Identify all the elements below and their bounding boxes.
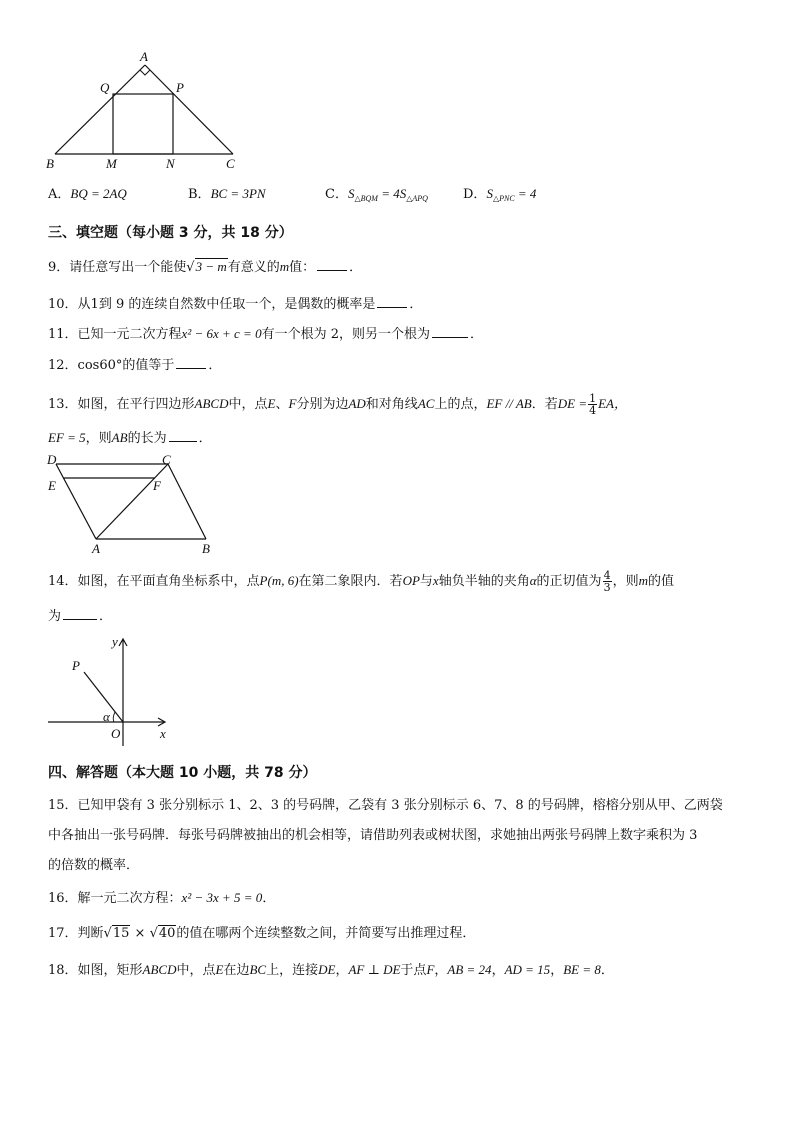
fig3-label-p: P <box>72 658 80 673</box>
fig1-label-p: P <box>176 80 184 95</box>
question-15-line-2: 中各抽出一张号码牌．每张号码牌被抽出的机会相等，请借助列表或树状图，求她抽出两张号码牌上数字乘积为 3 <box>48 828 698 843</box>
fig1-label-q: Q <box>100 80 110 95</box>
section-3-title: 三、填空题（每小题 3 分，共 18 分） <box>48 225 293 241</box>
fig2-label-d: D <box>47 452 57 467</box>
fig3-label-y: y <box>112 634 118 649</box>
q12-answer-blank[interactable] <box>176 356 206 369</box>
question-12: 12．cos60°的值等于 ． <box>48 358 222 373</box>
fig3-label-alpha: α <box>103 709 110 724</box>
fig1-label-c: C <box>226 156 235 171</box>
fig2-label-e: E <box>48 478 56 493</box>
question-15-line-1: 15．已知甲袋有 3 张分别标示 1、2、3 的号码牌，乙袋有 3 张分别标示 6、7、8 的号码牌，榕榕分别从甲、乙两袋 <box>48 798 723 813</box>
q10-answer-blank[interactable] <box>377 295 407 308</box>
figure-coordinate-axes <box>44 630 174 748</box>
q14-fraction: $\frac{4}{3}$ <box>603 569 611 594</box>
fig3-label-o: O <box>111 726 121 741</box>
question-14-line-1: 14．如图，在平面直角坐标系中，点P(m, 6)在第二象限内．若OP与x轴负半轴的夹角α的正切值为 $\frac{4}{3}$ ，则m的值 <box>48 569 674 594</box>
section-4-title: 四、解答题（本大题 10 小题，共 78 分） <box>48 765 317 781</box>
q14-answer-blank[interactable] <box>63 607 97 620</box>
fig2-label-a: A <box>92 541 100 556</box>
fig1-label-a: A <box>140 49 148 64</box>
question-17: 17．判断√15 × √40的值在哪两个连续整数之间，并简要写出推理过程． <box>48 926 476 941</box>
q9-radicand: 3 − m <box>195 259 227 274</box>
q13-answer-blank[interactable] <box>169 429 197 442</box>
fig2-label-c: C <box>162 452 171 467</box>
question-18: 18．如图，矩形ABCD中，点E在边BC上，连接DE，AF ⊥ DE于点F，AB = 24，AD = 15，BE = 8． <box>48 962 614 978</box>
question-15-line-3: 的倍数的概率． <box>48 858 140 873</box>
fig1-label-b: B <box>46 156 54 171</box>
question-11: 11．已知一元二次方程x² − 6x + c = 0有一个根为 2，则另一个根为 ． <box>48 326 483 342</box>
fig2-label-f: F <box>153 478 161 493</box>
fig1-label-n: N <box>166 156 175 171</box>
fig3-label-x: x <box>160 726 166 741</box>
fig1-label-m: M <box>106 156 117 171</box>
choice-b[interactable]: B．BC = 3PN <box>188 186 266 202</box>
q13-fraction: $\frac{1}{4}$ <box>589 392 597 417</box>
choice-a[interactable]: A．BQ = 2AQ <box>48 186 127 202</box>
question-9: 9．请任意写出一个能使√3 − m有意义的m值： ． <box>48 259 363 275</box>
question-13-line-2: EF = 5，则AB的长为 ． <box>48 430 212 446</box>
question-13-line-1: 13．如图，在平行四边形ABCD中，点E、F分别为边AD和对角线AC上的点，EF // AB．若DE = $\frac{1}{4}$ EA， <box>48 392 627 417</box>
figure-parallelogram <box>42 452 222 557</box>
fig2-label-b: B <box>202 541 210 556</box>
choice-c[interactable]: C．$S_{\triangle BQM} = 4S_{\triangle APQ}$ <box>325 186 428 203</box>
question-16: 16．解一元二次方程：x² − 3x + 5 = 0． <box>48 890 276 906</box>
q11-answer-blank[interactable] <box>432 325 468 338</box>
q9-answer-blank[interactable] <box>317 258 347 271</box>
choice-d[interactable]: D．$S_{\triangle PNC} = 4$ <box>463 186 537 203</box>
question-14-line-2: 为 ． <box>48 609 113 624</box>
question-10: 10．从1到 9 的连续自然数中任取一个，是偶数的概率是 ． <box>48 297 423 312</box>
figure-triangle-rectangle <box>40 48 250 173</box>
